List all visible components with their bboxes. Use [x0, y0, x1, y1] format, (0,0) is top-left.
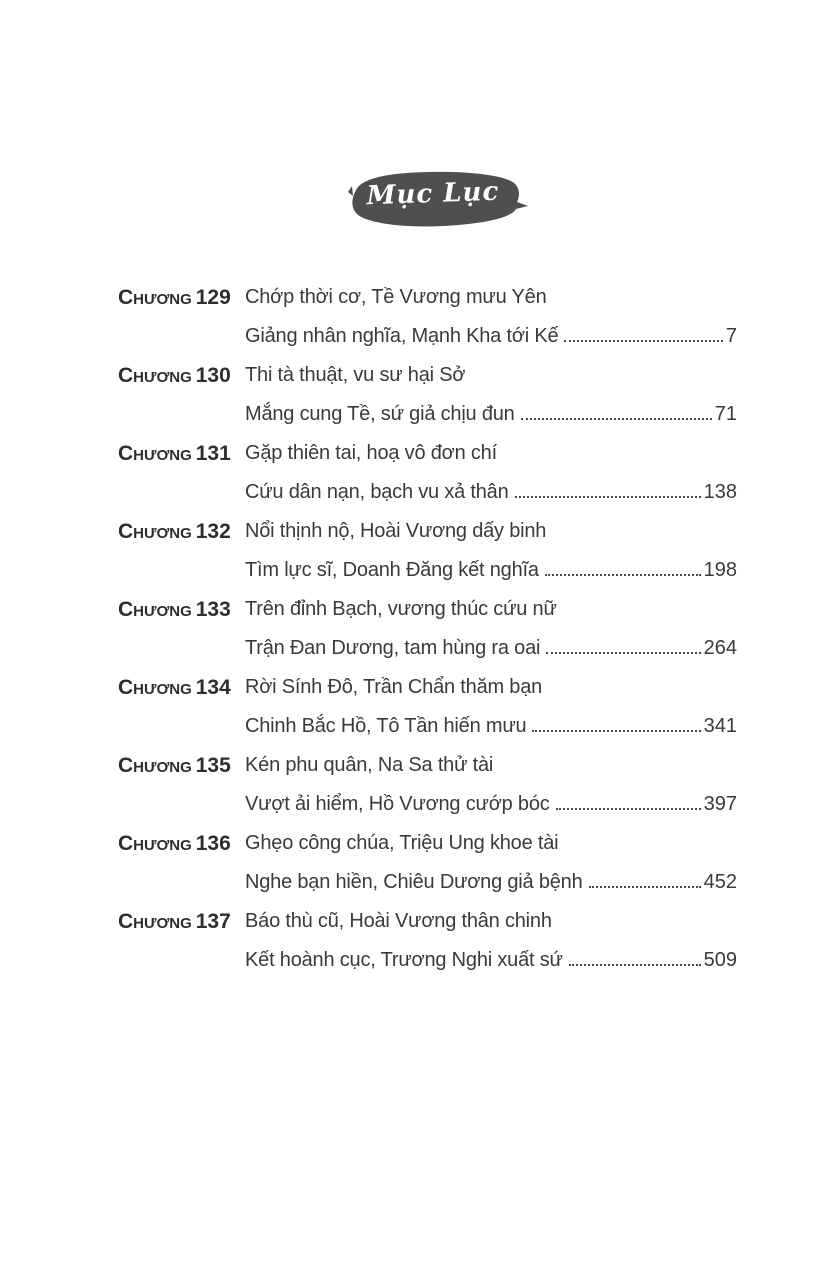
chapter-label: [118, 356, 245, 395]
chapter-title-line2: Trận Đan Dương, tam hùng ra oai: [245, 637, 541, 659]
page-number: 509: [703, 949, 737, 971]
chapter-title-line2: Tìm lực sĩ, Doanh Đăng kết nghĩa: [245, 559, 539, 581]
chapter-title-line1: Nổi thịnh nộ, Hoài Vương dấy binh: [245, 520, 547, 542]
page-number: 397: [703, 793, 737, 815]
chapter-title-line2: Cứu dân nạn, bạch vu xả thân: [245, 481, 509, 503]
toc-entry-second-line: [245, 395, 737, 434]
chapter-label: [118, 668, 245, 707]
toc-entry-second-line: [245, 785, 737, 824]
chapter-title-line2: Kết hoành cục, Trương Nghi xuất sứ: [245, 949, 563, 971]
chapter-title-line1: Rời Sính Đô, Trần Chẩn thăm bạn: [245, 676, 543, 698]
chapter-title-line2: Chinh Bắc Hồ, Tô Tần hiến mưu: [245, 715, 527, 737]
chapter-number: 135: [195, 754, 231, 777]
chapter-number: 129: [195, 286, 231, 309]
toc-entry: [118, 824, 737, 902]
dot-leader: [521, 418, 712, 420]
page-number: 452: [703, 871, 737, 893]
chapter-number: 134: [195, 676, 231, 699]
page-number: 341: [703, 715, 737, 737]
dot-leader: [556, 808, 701, 810]
chapter-word: Chương: [118, 598, 192, 621]
toc-entry: [118, 746, 737, 824]
page-title: Mục Lục: [366, 176, 500, 212]
dot-leader: [545, 574, 701, 576]
chapter-title-line1: Thi tà thuật, vu sư hại Sở: [245, 364, 466, 386]
chapter-word: Chương: [118, 910, 192, 933]
chapter-title-line2: Giảng nhân nghĩa, Mạnh Kha tới Kế: [245, 325, 559, 347]
chapter-label: [118, 590, 245, 629]
dot-leader: [515, 496, 701, 498]
chapter-word: Chương: [118, 676, 192, 699]
chapter-title-line1: Trên đỉnh Bạch, vương thúc cứu nữ: [245, 598, 557, 620]
dot-leader: [569, 964, 701, 966]
chapter-number: 136: [195, 832, 231, 855]
page-number: 138: [703, 481, 737, 503]
page-number: 264: [703, 637, 737, 659]
chapter-label: [118, 278, 245, 317]
toc-entry-second-line: [245, 707, 737, 746]
toc-entry-second-line: [245, 317, 737, 356]
page-number: 198: [703, 559, 737, 581]
chapter-label: [118, 902, 245, 941]
page-number: 71: [714, 403, 737, 425]
chapter-word: Chương: [118, 520, 192, 543]
toc-entry: [118, 590, 737, 668]
toc-list: [118, 278, 737, 980]
dot-leader: [532, 730, 700, 732]
chapter-word: Chương: [118, 832, 192, 855]
chapter-title-line1: Gặp thiên tai, hoạ vô đơn chí: [245, 442, 497, 464]
toc-entry-second-line: [245, 863, 737, 902]
chapter-number: 137: [195, 910, 231, 933]
dot-leader: [546, 652, 700, 654]
chapter-title-line1: Ghẹo công chúa, Triệu Ung khoe tài: [245, 832, 559, 854]
chapter-label: [118, 434, 245, 473]
chapter-label: [118, 746, 245, 785]
chapter-title-line1: Báo thù cũ, Hoài Vương thân chinh: [245, 910, 552, 932]
toc-entry: [118, 902, 737, 980]
dot-leader: [564, 340, 722, 342]
chapter-title-line1: Chớp thời cơ, Tề Vương mưu Yên: [245, 286, 547, 308]
chapter-number: 133: [195, 598, 231, 621]
chapter-title-line2: Vượt ải hiểm, Hồ Vương cướp bóc: [245, 793, 550, 815]
toc-entry-second-line: [245, 551, 737, 590]
chapter-word: Chương: [118, 364, 192, 387]
toc-entry: [118, 278, 737, 356]
chapter-label: [118, 512, 245, 551]
chapter-word: Chương: [118, 286, 192, 309]
toc-banner: [348, 166, 528, 232]
chapter-title-line2: Mắng cung Tề, sứ giả chịu đun: [245, 403, 515, 425]
chapter-number: 132: [195, 520, 231, 543]
chapter-word: Chương: [118, 442, 192, 465]
toc-entry-second-line: [245, 629, 737, 668]
page-number: 7: [725, 325, 737, 347]
toc-entry-second-line: [245, 941, 737, 980]
toc-entry: [118, 668, 737, 746]
toc-entry: [118, 512, 737, 590]
chapter-number: 130: [195, 364, 231, 387]
chapter-number: 131: [195, 442, 231, 465]
chapter-title-line2: Nghe bạn hiền, Chiêu Dương giả bệnh: [245, 871, 583, 893]
toc-entry: [118, 434, 737, 512]
chapter-word: Chương: [118, 754, 192, 777]
toc-entry: [118, 356, 737, 434]
dot-leader: [589, 886, 701, 888]
chapter-title-line1: Kén phu quân, Na Sa thử tài: [245, 754, 494, 776]
chapter-label: [118, 824, 245, 863]
toc-entry-second-line: [245, 473, 737, 512]
